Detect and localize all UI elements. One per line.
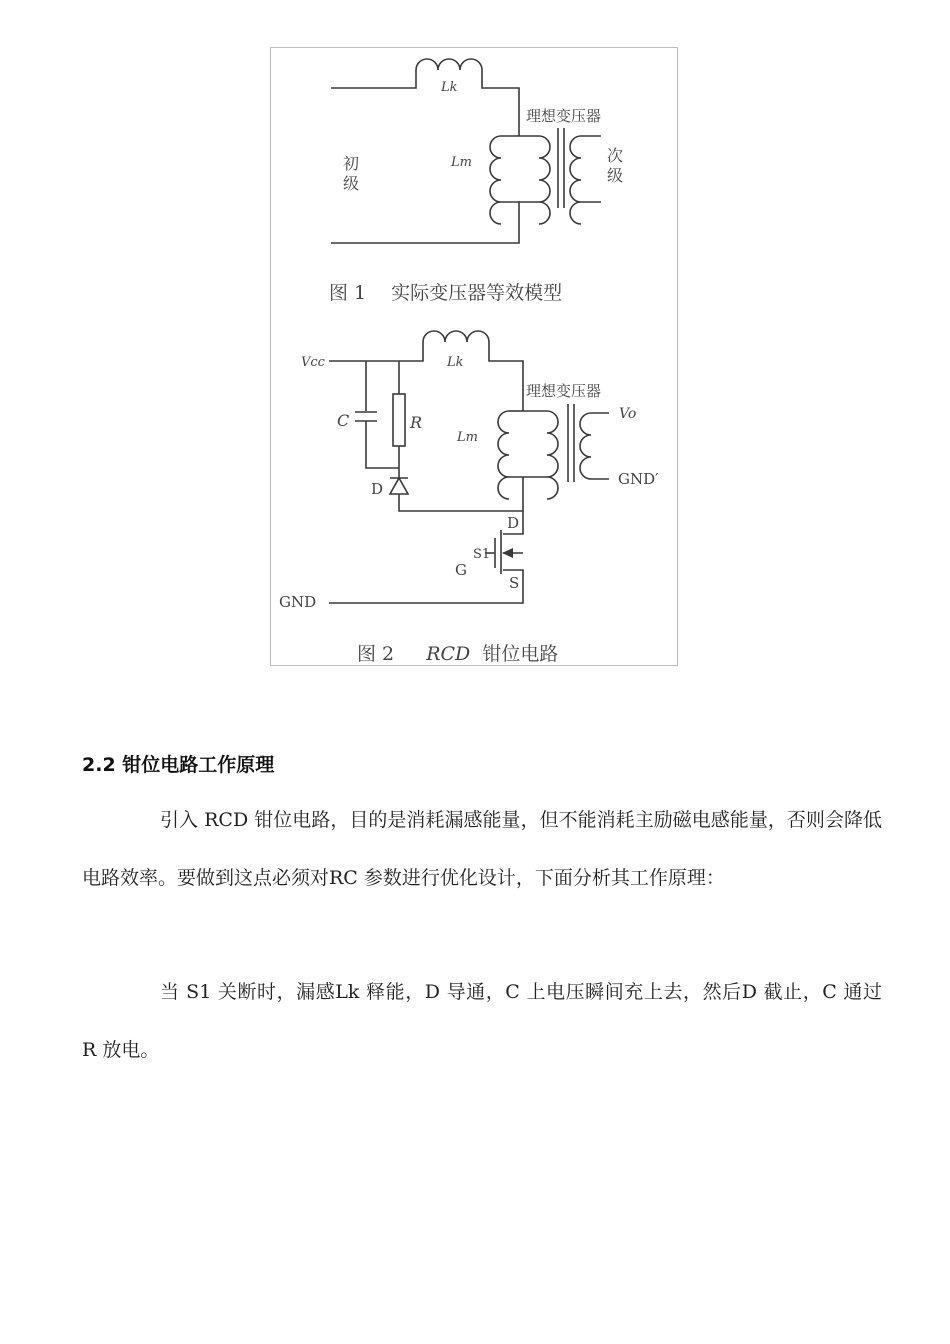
fig2-vcc-label: Vcc [301, 355, 325, 370]
fig2-r-label: R [410, 413, 423, 432]
fig2-gate-label: G [455, 561, 467, 579]
fig2-caption [357, 643, 558, 665]
paragraph-1: 引入 RCD 钳位电路，目的是消耗漏感能量，但不能消耗主励磁电感能量，否则会降低电路效率。要做到这点必须对RC 参数进行优化设计，下面分析其工作原理： [82, 809, 882, 889]
figure-panel [270, 47, 678, 666]
fig2-gnd-prime-label: GND′ [618, 470, 659, 488]
fig2-ideal-transformer-label: 理想变压器 [526, 382, 602, 400]
fig2-caption-rcd: RCD [426, 643, 471, 665]
fig2-lm-label: Lm [457, 430, 478, 445]
fig2-vo-label: Vo [619, 406, 637, 422]
fig2-source-label: S [509, 574, 520, 592]
fig1-secondary-label-2: 级 [607, 166, 624, 185]
circuit-figures [271, 48, 679, 667]
fig2-caption-rest: 钳位电路 [482, 643, 559, 665]
fig1-caption: 图 1 实际变压器等效模型 [329, 282, 563, 304]
fig2-diode-label: D [371, 480, 384, 498]
fig1-lm-label: Lm [451, 155, 472, 170]
fig1-primary-label-1: 初 [343, 154, 360, 173]
fig2-c-label: C [337, 411, 350, 430]
figure-1-equivalent-model [329, 59, 623, 304]
fig1-ideal-transformer-label: 理想变压器 [526, 107, 602, 125]
fig1-primary-label-2: 级 [343, 174, 360, 193]
paragraph-2: 当 S1 关断时，漏感Lk 释能，D 导通，C 上电压瞬间充上去，然后D 截止，C 通过 R 放电。 [82, 981, 882, 1061]
fig2-lk-label: Lk [447, 355, 464, 370]
figure-2-rcd-clamp [279, 331, 659, 665]
section-title: 2.2 钳位电路工作原理 [82, 754, 275, 776]
fig1-lk-label: Lk [441, 80, 458, 95]
fig2-drain-label: D [507, 514, 520, 532]
fig2-gnd-label: GND [279, 593, 317, 611]
fig2-caption-prefix: 图 2 [357, 643, 395, 665]
fig2-s1-label: S1 [473, 547, 491, 562]
fig1-secondary-label-1: 次 [607, 146, 624, 165]
